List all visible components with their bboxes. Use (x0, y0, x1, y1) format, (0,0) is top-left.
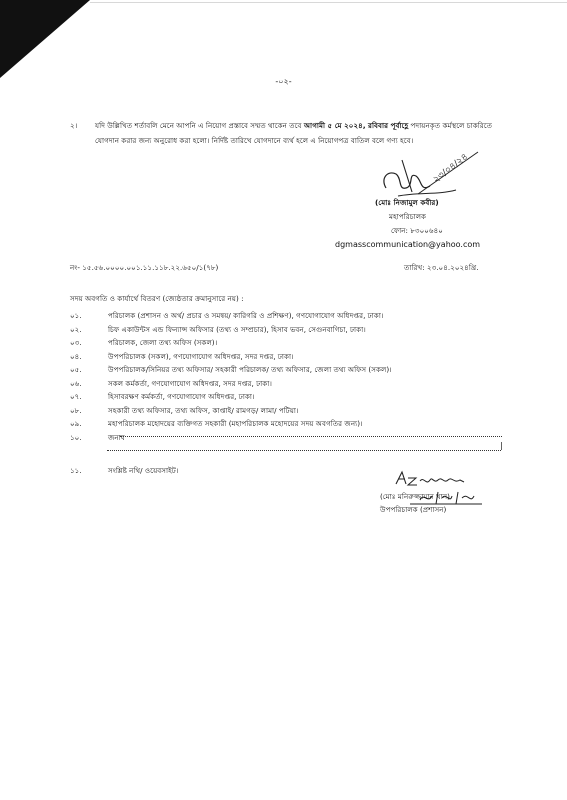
list-item: ০১. পরিচালক (প্রশাসন ও অর্থ/ প্রচার ও সমন্বয়/ কারিগরি ও প্রশিক্ষণ), গণযোগাযোগ অধিদপ্তর, ঢাকা। (70, 311, 384, 320)
paragraph-number: ২। (70, 121, 78, 130)
list-item: ১০. জনাব (70, 432, 125, 442)
distribution-list (70, 309, 510, 477)
list-item: ০৮. সহকারী তথ্য অফিসার, তথ্য অফিস, কাপ্তাই/ রামগড়/ লামা/ পটিয়া। (70, 405, 299, 415)
signer-designation-1: মহাপরিচালক (389, 212, 427, 221)
list-item: ০৫. উপপরিচালক/সিনিয়র তথ্য অফিসার/ সহকারী পরিচালক/ তথ্য অফিসার, জেলা তথ্য অফিস (সকল)। (70, 365, 392, 374)
list-item: ০৯. মহাপরিচালক মহোদয়ের ব্যক্তিগত সহকারী (মহাপরিচালক মহোদয়ের সদয় অবগতির জন্য)। (70, 419, 363, 428)
signer-phone: ফোন: ৮৩০০৬৪০ (391, 226, 443, 235)
signature-block-1 (335, 196, 515, 252)
paragraph-text-2: পদায়নকৃত কর্মস্থলে চাকরিতে যোগদান করার জন্য অনুরোধ করা হলো। নির্দিষ্ট তারিখে যোগদানে ব্যর্থ হলে এ নিয়োগপত্র বাতিল বলে গণ্য হবে। (95, 121, 493, 145)
line-end-mark: | (500, 441, 503, 450)
list-item: ০৬. সকল কর্মকর্তা, গণযোগাযোগ অধিদপ্তর, সদর দপ্তর, ঢাকা। (70, 378, 272, 388)
dotted-fill-line (107, 444, 501, 451)
list-item: ১১. সংশ্লিষ্ট নথি/ ওয়েবসাইট। (70, 465, 179, 475)
list-item: ০২. চিফ একাউন্টস এন্ড ফিন্যান্স অফিসার (তথ্য ও সম্প্রচার), হিসাব ভবন, সেগুনবাগিচা, ঢাকা। (70, 324, 366, 334)
list-item: ০৭. হিসাবরক্ষণ কর্মকর্তা, গণযোগাযোগ অধিদপ্তর, ঢাকা। (70, 392, 255, 401)
page-number: -০২- (275, 77, 292, 86)
list-item: ০৪. উপপরিচালক (সকল), গণযোগাযোগ অধিদপ্তর, সদর দপ্তর, ঢাকা। (70, 351, 294, 361)
dotted-fill-line (120, 430, 502, 437)
page-top-edge (90, 2, 567, 3)
reference-number: নং- ১৫.৫৬.০০০০.০০১.১১.১১৮.২২.৬৫০/১(৭৮) (70, 263, 219, 272)
page-corner-shadow (0, 0, 90, 78)
signature-director-general (378, 148, 488, 200)
signer-name-2: (মোঃ মনিরুজ্জামান খান) (380, 492, 450, 501)
distribution-heading: সদয় অবগতি ও কার্যার্থে বিতরণ (জ্যেষ্ঠতার ক্রমানুসারে নয়) : (70, 294, 244, 303)
paragraph-bold-date: আগামী ৫ মে ২০২৪, রবিবার পূর্বাহ্ণে (303, 121, 409, 130)
issue-date: তারিখ: ২৩.০৪.২০২৪খ্রি. (404, 263, 479, 272)
signer-name-1: (মোঃ নিজামুল কবীর) (375, 198, 439, 207)
signature-block-2 (380, 490, 510, 516)
paragraph-text-1: যদি উল্লিখিত শর্তাবলি মেনে আপনি এ নিয়োগ প্রস্তাবে সম্মত থাকেন তবে (95, 121, 304, 130)
paragraph-2 (70, 118, 505, 148)
signer-email: dgmasscommunication@yahoo.com (335, 240, 481, 249)
signer-designation-2: উপপরিচালক (প্রশাসন) (380, 505, 447, 514)
signature-date-handwritten: ২৩/০৪/২৪ (431, 152, 471, 186)
list-item: ০৩. পরিচালক, জেলা তথ্য অফিস (সকল)। (70, 338, 218, 347)
paragraph-body (95, 118, 505, 148)
